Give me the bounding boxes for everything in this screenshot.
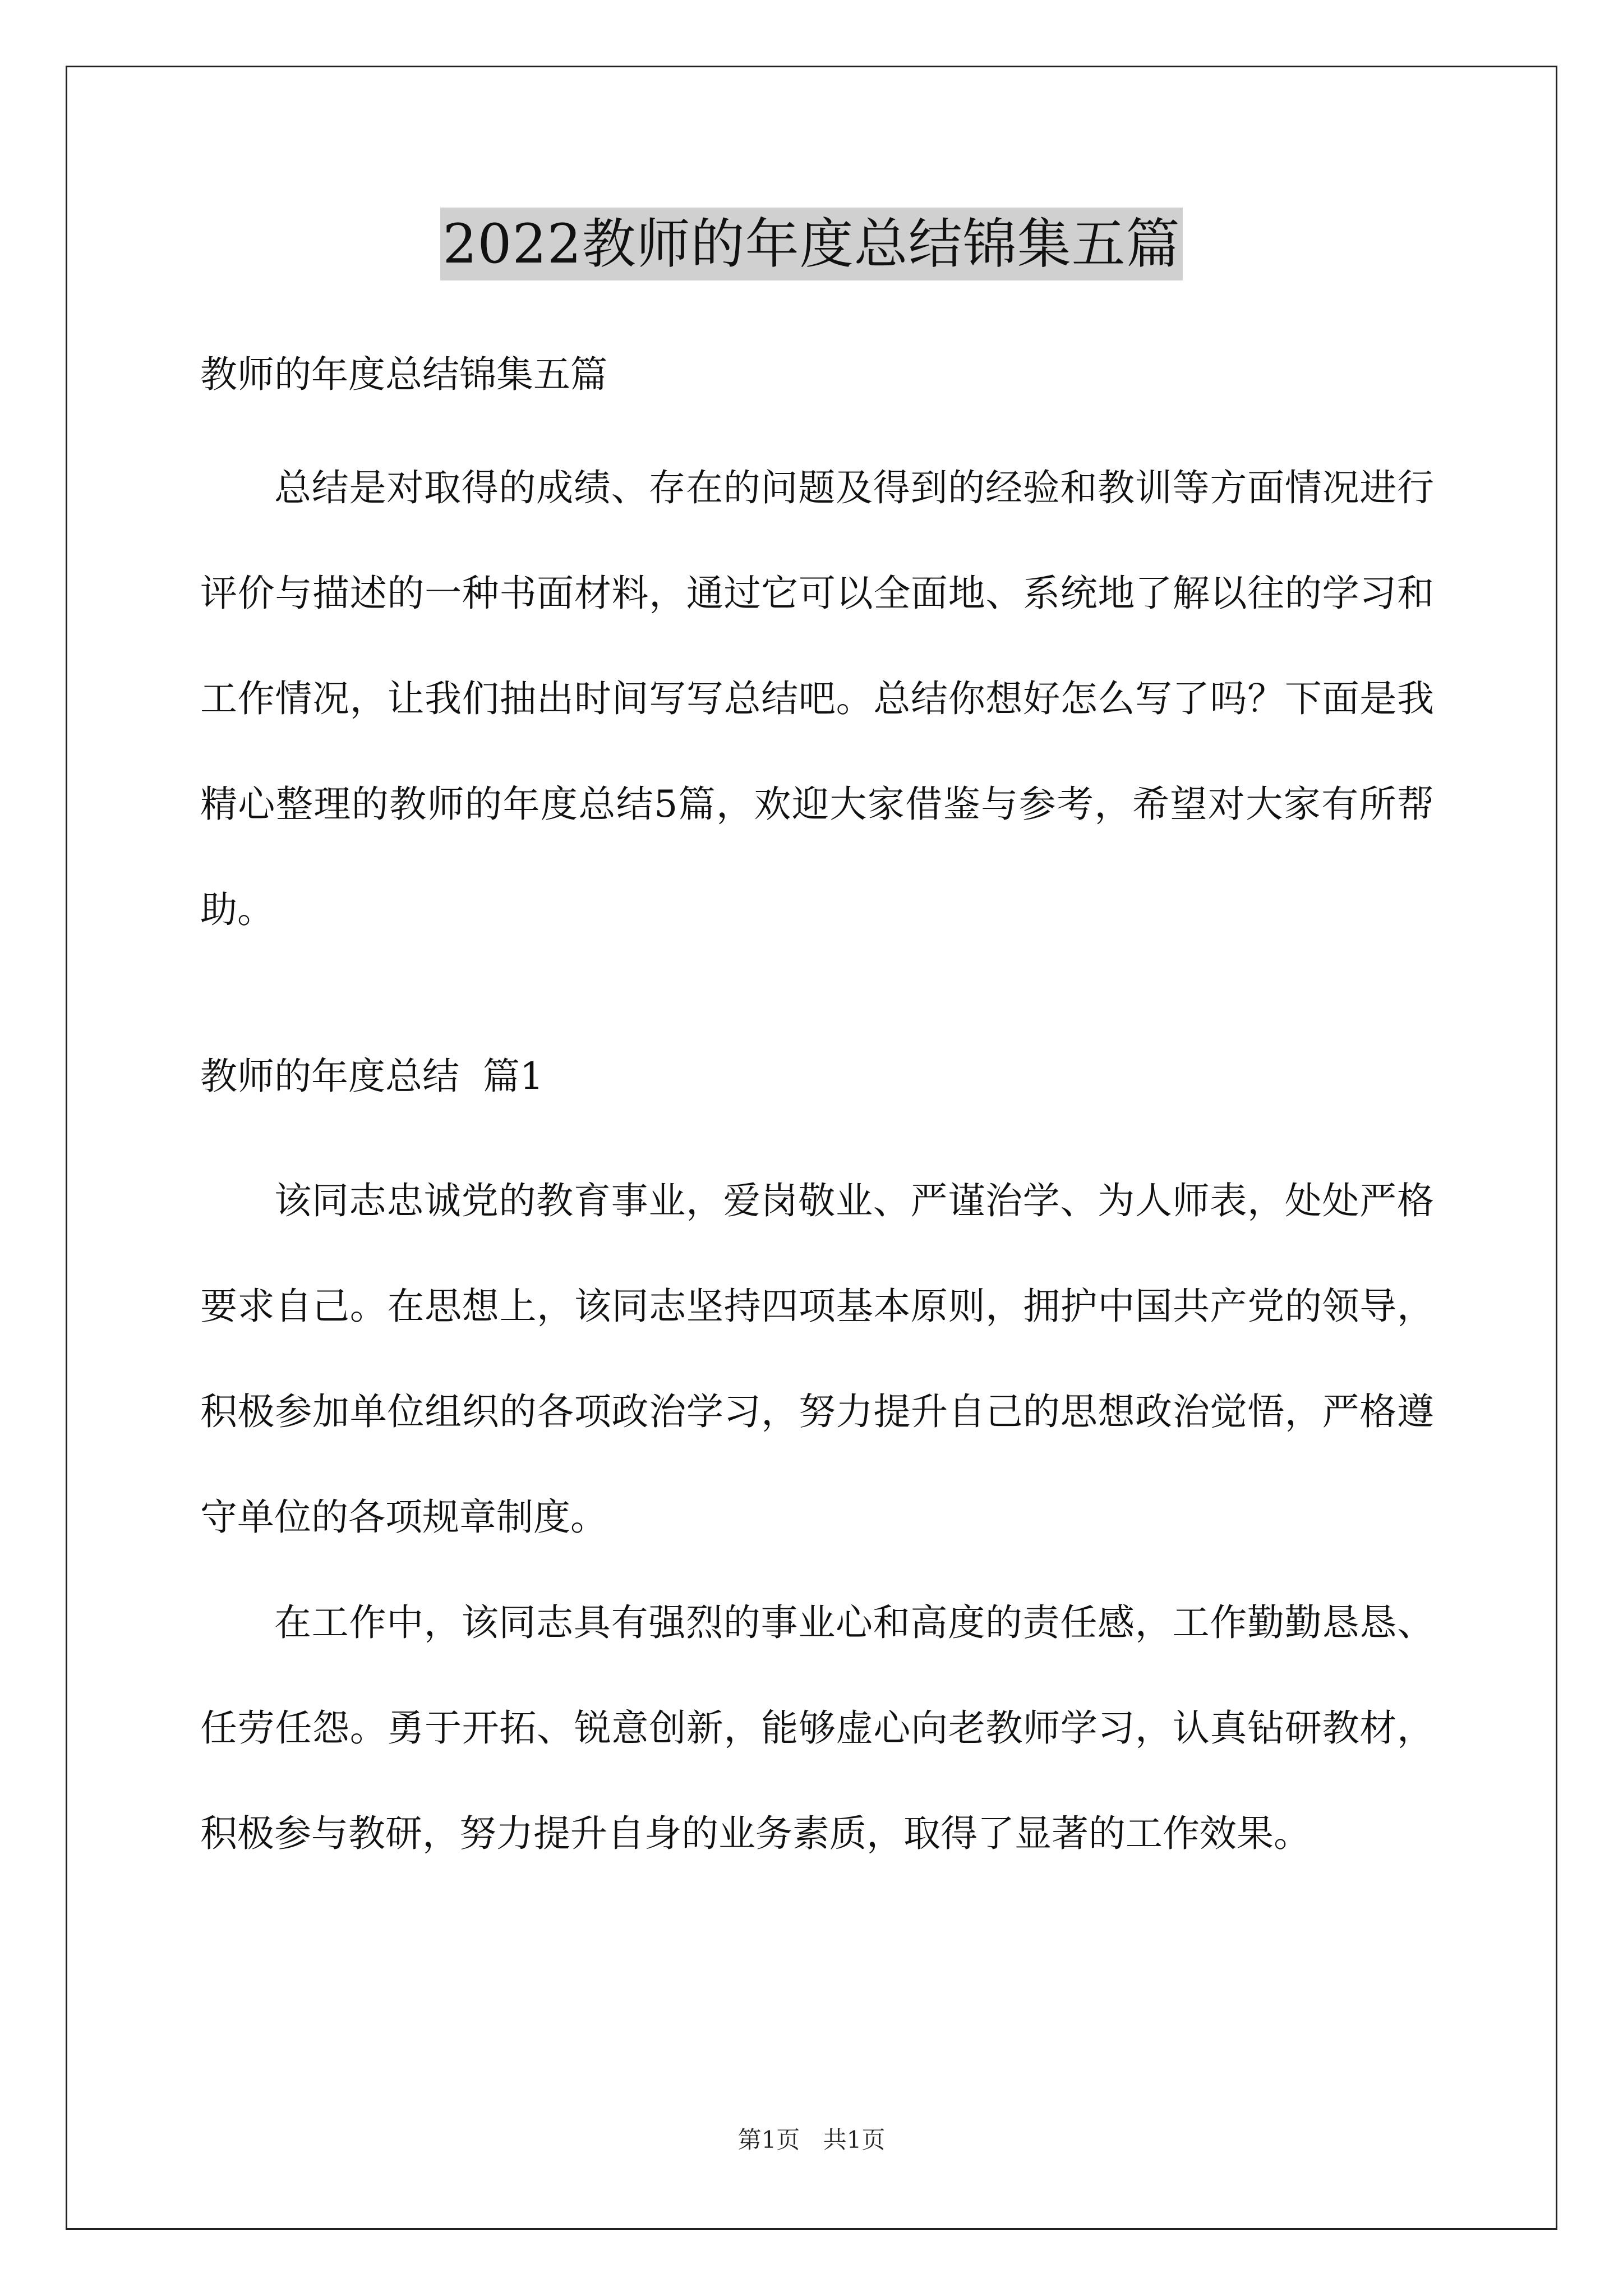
page-number: 第1页 [737,2126,800,2154]
document-title: 2022教师的年度总结锦集五篇 [440,208,1182,280]
document-subtitle: 教师的年度总结锦集五篇 [200,353,607,396]
section-heading: 教师的年度总结 篇1 [200,1055,543,1098]
page-footer [0,2123,1623,2157]
body-paragraph: 在工作中，该同志具有强烈的事业心和高度的责任感，工作勤勤恳恳、任劳任怨。勇于开拓、锐意创新，能够虚心向老教师学习，认真钻研教材，积极参与教研，努力提升自身的业务素质，取得了显著的工作效果。 [200,1601,1434,1855]
body-paragraph: 该同志忠诚党的教育事业，爱岗敬业、严谨治学、为人师表，处处严格要求自己。在思想上，该同志坚持四项基本原则，拥护中国共产党的领导，积极参加单位组织的各项政治学习，努力提升自己的思想政治觉悟，严格遵守单位的各项规章制度。 [200,1179,1434,1539]
page-total: 共1页 [823,2126,886,2154]
intro-paragraph: 总结是对取得的成绩、存在的问题及得到的经验和教训等方面情况进行评价与描述的一种书面材料，通过它可以全面地、系统地了解以往的学习和工作情况，让我们抽出时间写写总结吧。总结你想好怎么写了吗？下面是我精心整理的教师的年度总结5篇，欢迎大家借鉴与参考，希望对大家有所帮助。 [200,466,1434,931]
title-container [0,208,1623,280]
document-body [200,337,1434,1887]
